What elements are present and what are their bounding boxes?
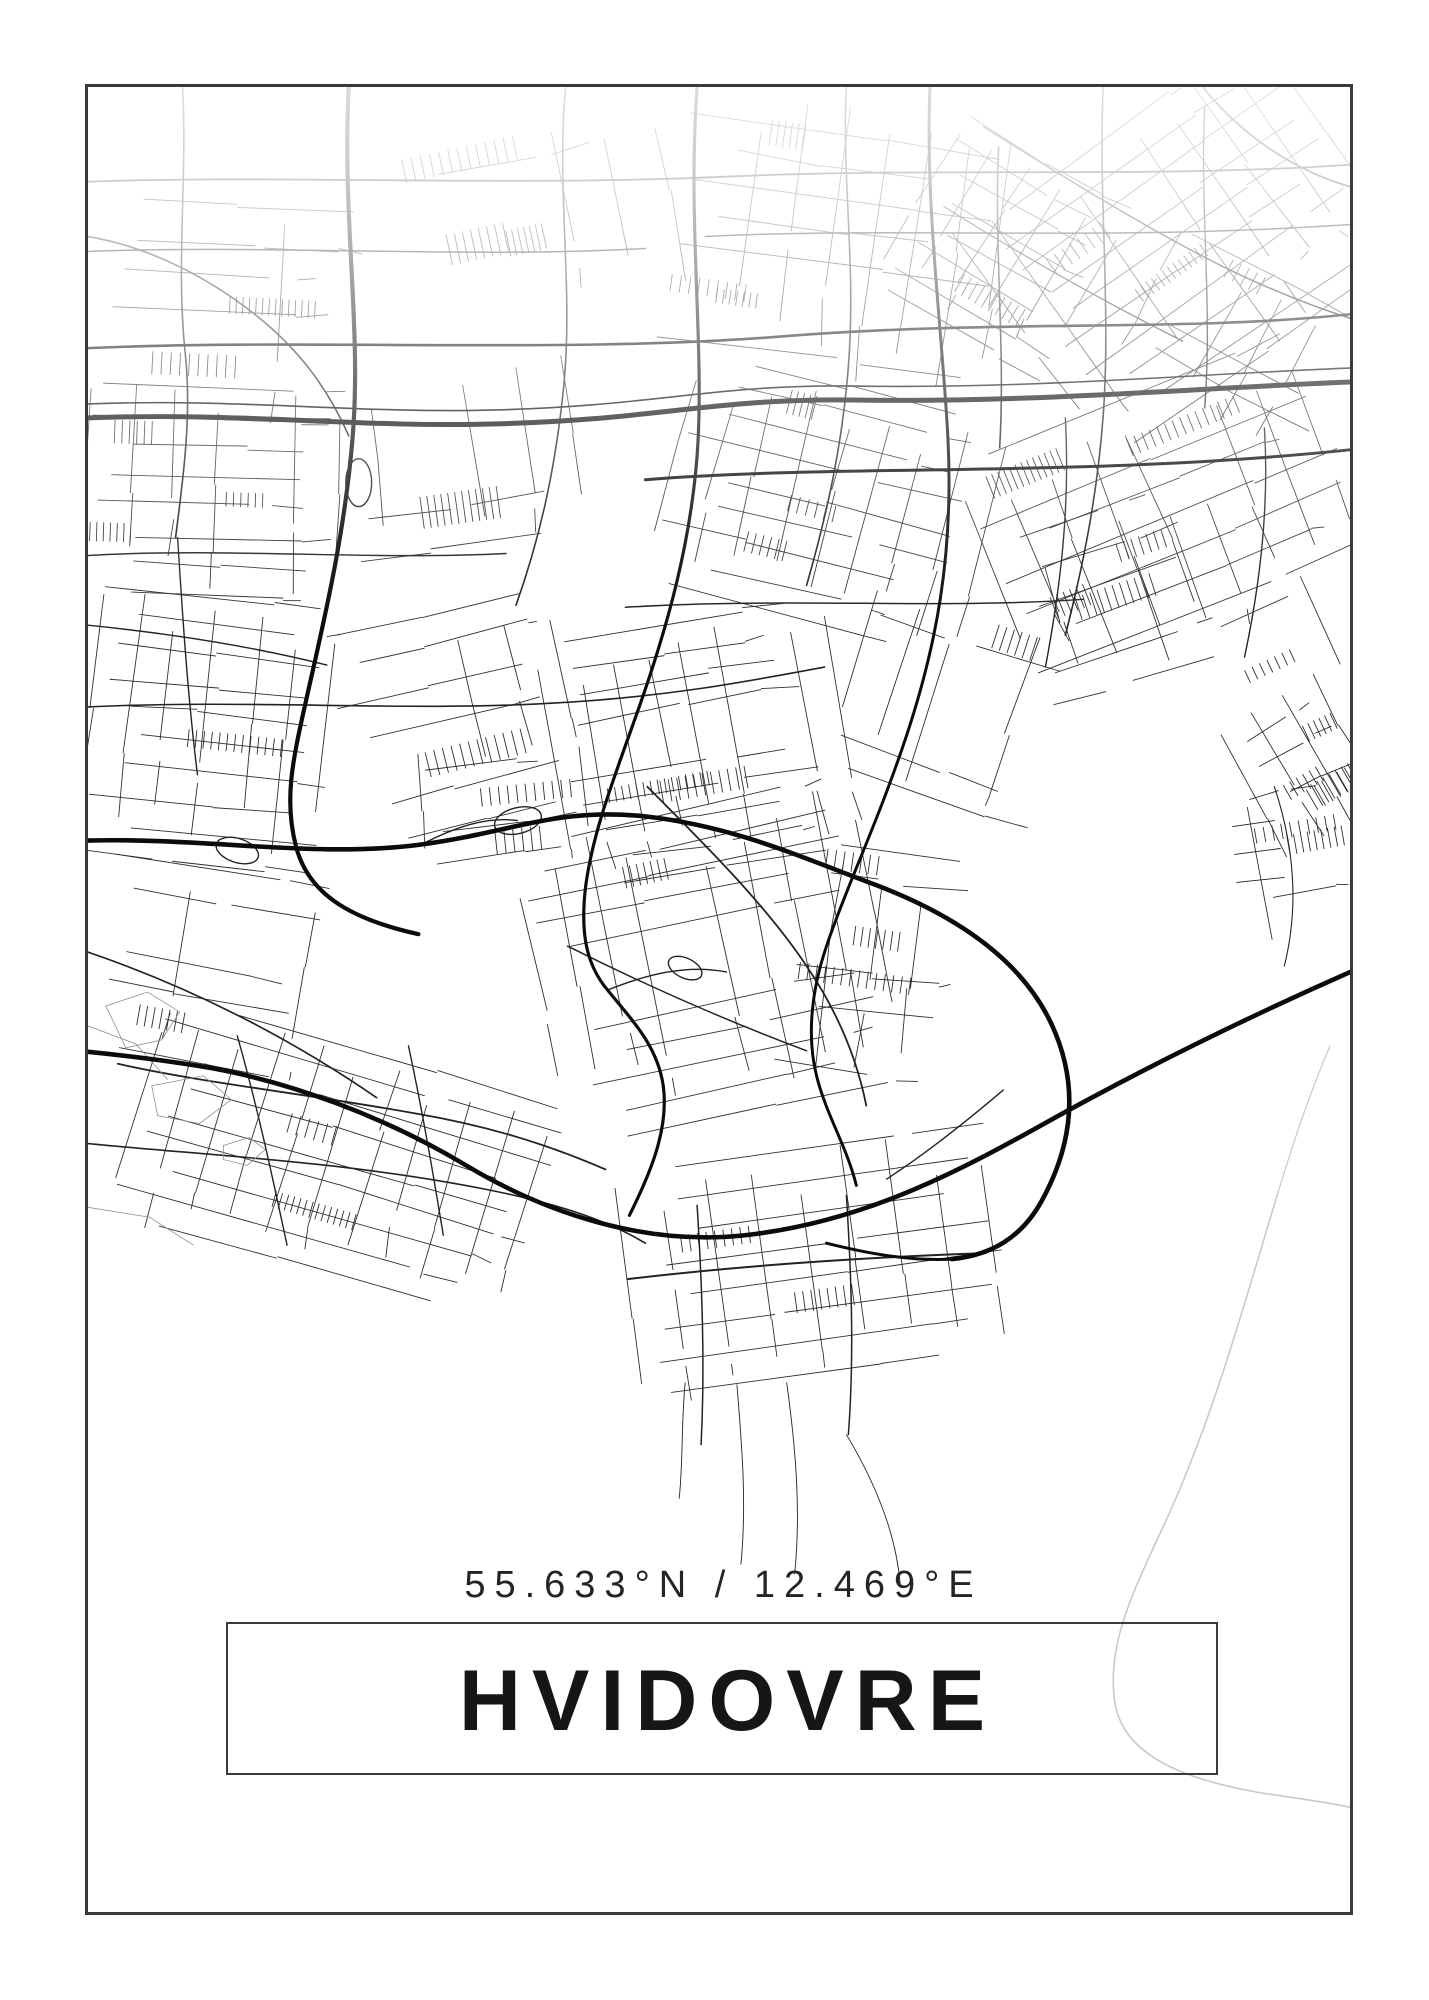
title-box — [226, 1622, 1218, 1775]
city-name: HVIDOVRE — [458, 1652, 997, 1749]
coordinates-label: 55.633°N / 12.469°E — [464, 1564, 983, 1606]
